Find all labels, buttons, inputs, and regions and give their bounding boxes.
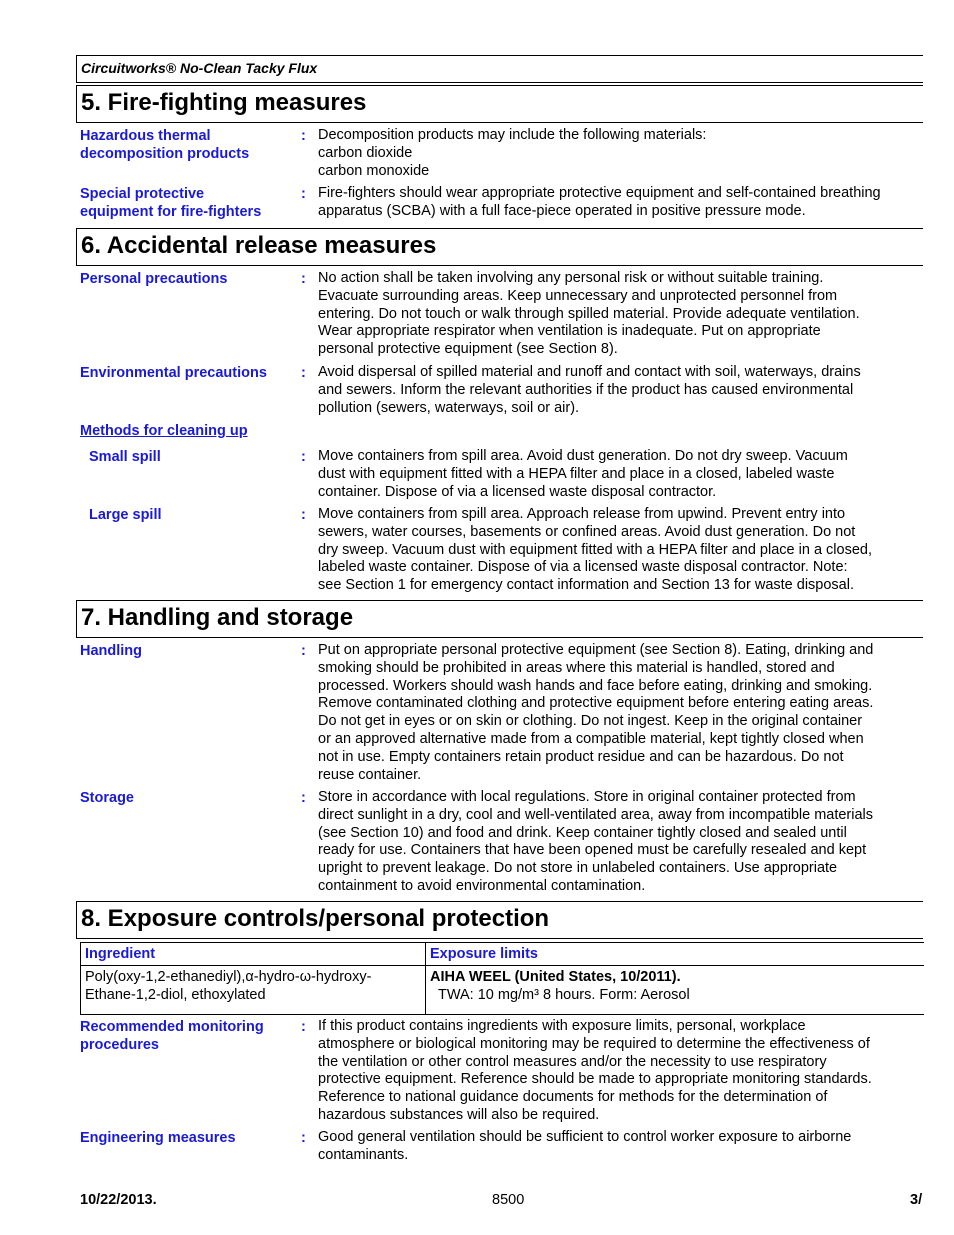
- label-small-spill: Small spill: [89, 449, 161, 465]
- colon-separator: :: [301, 271, 306, 287]
- column-header-ingredient: Ingredient: [81, 943, 426, 966]
- value-small-spill: Move containers from spill area. Avoid dust generation. Do not dry sweep. Vacuum dust with equipment fitted with a HEPA filter and place in a closed, labeled waste container. Dispose of via a licensed waste disposal contractor.: [318, 448, 848, 500]
- section-7-heading: 7. Handling and storage: [76, 600, 923, 638]
- table-header-row: [81, 943, 925, 966]
- label-methods-for-cleaning-up: Methods for cleaning up: [80, 423, 248, 439]
- value-recommended-monitoring: If this product contains ingredients with exposure limits, personal, workplace atmosphere or biological monitoring may be required to determine the effectiveness of the ventilation or other control measures and/or the necessity to use respiratory protective equipment. Reference should be made to appropriate monitoring standards. Reference to national guidance documents for methods for the determination of hazardous substances will also be required.: [318, 1018, 872, 1123]
- label-environmental-precautions: Environmental precautions: [80, 365, 267, 381]
- colon-separator: :: [301, 1019, 306, 1035]
- product-name: Circuitworks® No-Clean Tacky Flux: [81, 60, 318, 76]
- colon-separator: :: [301, 507, 306, 523]
- section-5-heading: 5. Fire-fighting measures: [76, 85, 923, 123]
- label-special-protective-equipment: Special protective equipment for fire-fighters: [80, 186, 262, 220]
- label-handling: Handling: [80, 643, 143, 659]
- section-6-heading: 6. Accidental release measures: [76, 228, 923, 266]
- colon-separator: :: [301, 643, 306, 659]
- footer-date: 10/22/2013.: [80, 1192, 157, 1208]
- exposure-limits-table: [80, 942, 924, 1015]
- label-storage: Storage: [80, 790, 134, 806]
- value-environmental-precautions: Avoid dispersal of spilled material and runoff and contact with soil, waterways, drains and sewers. Inform the relevant authorities if the product has caused environmental pollution (sewers, waterways, soil or air).: [318, 364, 861, 416]
- colon-separator: :: [301, 1130, 306, 1146]
- label-engineering-measures: Engineering measures: [80, 1130, 236, 1146]
- value-storage: Store in accordance with local regulations. Store in original container protected from direct sunlight in a dry, cool and well-ventilated area, away from incompatible materials (see Section 10) and food and drink. Keep container tightly closed and sealed until ready for use. Containers that have been opened must be carefully resealed and kept upright to prevent leakage. Do not store in unlabeled containers. Use appropriate containment to avoid environmental contamination.: [318, 789, 874, 894]
- table-row: [81, 966, 925, 1015]
- product-name-bar: [76, 55, 923, 83]
- footer-page-number: 3/: [910, 1192, 923, 1208]
- colon-separator: :: [301, 449, 306, 465]
- value-special-protective-equipment: Fire-fighters should wear appropriate protective equipment and self-contained breathing apparatus (SCBA) with a full face-piece operated in positive pressure mode.: [318, 185, 881, 219]
- label-hazardous-thermal-decomposition: Hazardous thermal decomposition products: [80, 128, 250, 162]
- value-hazardous-thermal-decomposition: Decomposition products may include the following materials: carbon dioxide carbon monoxide: [318, 127, 707, 179]
- colon-separator: :: [301, 365, 306, 381]
- section-8-heading: 8. Exposure controls/personal protection: [76, 901, 923, 939]
- exposure-limit-detail: TWA: 10 mg/m³ 8 hours. Form: Aerosol: [438, 986, 690, 1003]
- label-recommended-monitoring: Recommended monitoring procedures: [80, 1019, 264, 1053]
- value-handling: Put on appropriate personal protective equipment (see Section 8). Eating, drinking and smoking should be prohibited in areas where this material is handled, stored and processed. Workers should wash hands and face before eating, drinking and smoking. Remove contaminated clothing and protective equipment before entering eating areas. Do not get in eyes or on skin or clothing. Do not ingest. Keep in the original container or an approved alternative made from a compatible material, kept tightly closed when not in use. Empty containers retain product residue and can be hazardous. Do not reuse container.: [318, 642, 874, 783]
- value-personal-precautions: No action shall be taken involving any personal risk or without suitable training. Evacuate surrounding areas. Keep unnecessary and unprotected personnel from entering. Do not touch or walk through spilled material. Provide adequate ventilation. Wear appropriate respirator when ventilation is inadequate. Put on appropriate personal protective equipment (see Section 8).: [318, 270, 860, 358]
- label-large-spill: Large spill: [89, 507, 162, 523]
- label-personal-precautions: Personal precautions: [80, 271, 228, 287]
- value-large-spill: Move containers from spill area. Approach release from upwind. Prevent entry into sewers, water courses, basements or confined areas. Avoid dust generation. Do not dry sweep. Vacuum dust with equipment fitted with a HEPA filter and place in a closed, labeled waste container. Dispose of via a licensed waste disposal contractor. Note: see Section 1 for emergency contact information and Section 13 for waste disposal.: [318, 506, 872, 594]
- colon-separator: :: [301, 790, 306, 806]
- column-header-exposure-limits: Exposure limits: [426, 943, 925, 966]
- value-engineering-measures: Good general ventilation should be sufficient to control worker exposure to airborne contaminants.: [318, 1129, 852, 1163]
- cell-ingredient: Poly(oxy-1,2-ethanediyl),α-hydro-ω-hydroxy- Ethane-1,2-diol, ethoxylated: [81, 966, 426, 1015]
- colon-separator: :: [301, 186, 306, 202]
- cell-exposure-limits: [426, 966, 925, 1015]
- footer-code: 8500: [492, 1192, 525, 1208]
- exposure-limit-title: AIHA WEEL (United States, 10/2011).: [430, 969, 681, 985]
- colon-separator: :: [301, 128, 306, 144]
